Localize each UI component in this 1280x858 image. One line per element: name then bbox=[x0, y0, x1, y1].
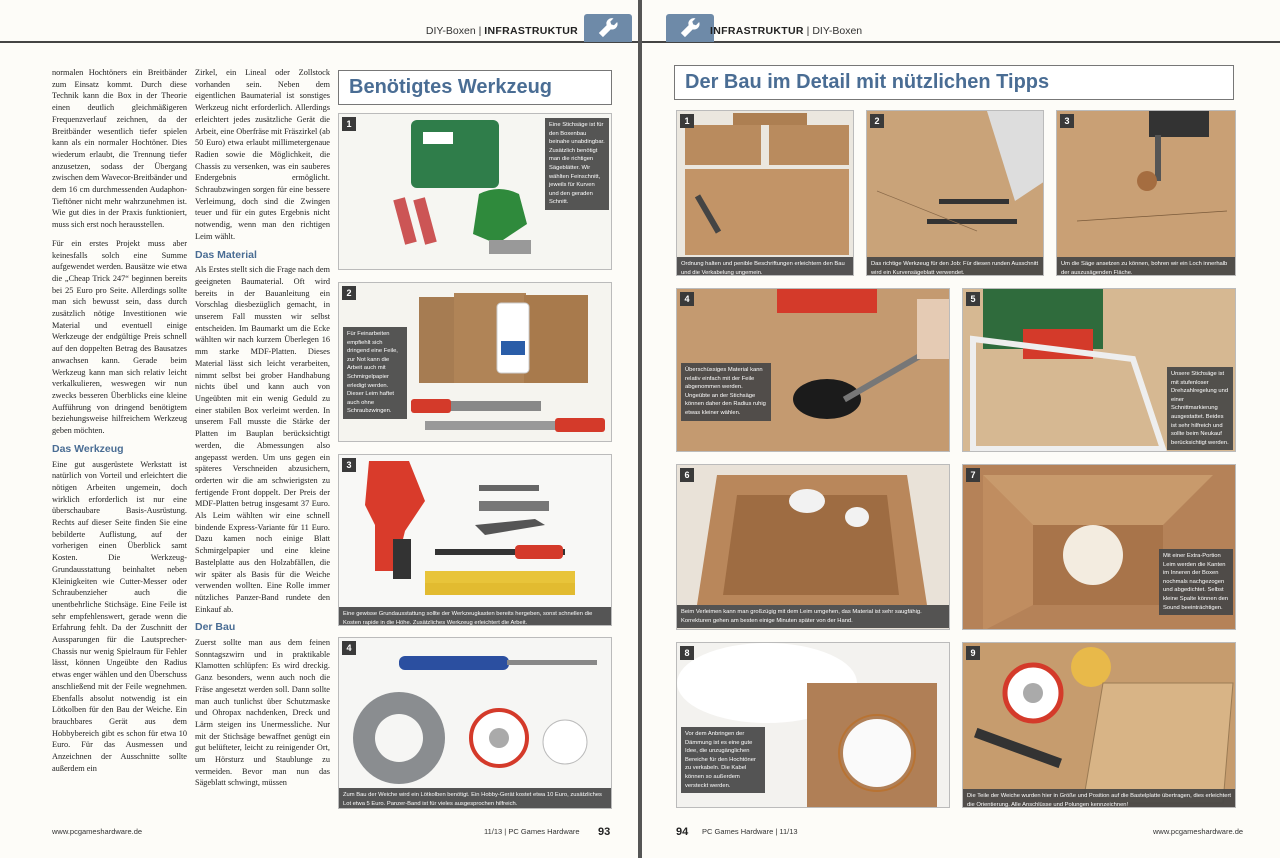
text-column-2 bbox=[195, 67, 330, 817]
panel-number: 1 bbox=[680, 114, 694, 128]
tool-panel-2 bbox=[338, 282, 612, 442]
footer-url: www.pcgameshardware.de bbox=[1153, 827, 1244, 836]
panel-caption: Eine gewisse Grundausstattung sollte der Werkzeugkasten bereits hergeben, sonst schnellen die Kosten rapide in die Höhe. Zusätzliches Werkzeug erleichtert die Arbeit. bbox=[339, 607, 611, 626]
panel-caption: Zum Bau der Weiche wird ein Lötkolben benötigt. Ein Hobby-Gerät kostet etwa 10 Euro, zusätzliches Lot etwa 5 Euro. Panzer-Band ist für vieles ausgesprochen hilfreich. bbox=[339, 788, 611, 809]
paragraph: Zuerst sollte man aus dem feinen Sonntagszwirn und in praktikable Klamotten schlüpfen: Es wird dreckig. Ganz besonders, wenn auch noch die Fräse angesetzt werden soll. Dann sollte man auch tunlichst über Schutzmaske und Ohropax nachdenken, Dreck und Lärm steigen ins Unermessliche. Nur mit der Stichsäge bewaffnet genügt ein gut belüfteter, leicht zu reinigender Ort, um Hörsturz und Staublunge zu vermeiden. Bevor man nun das Sägeblatt schwingt, müssen bbox=[195, 638, 330, 788]
running-head-section: DIY-Boxen bbox=[425, 25, 476, 37]
build-step-3 bbox=[1056, 110, 1236, 276]
panel-caption: Überschüssiges Material kann relativ einfach mit der Feile abgenommen werden. Ungeübte an der Stichsäge können daher den Radius ruhig etwas kleiner wählen. bbox=[681, 363, 771, 421]
panel-number: 5 bbox=[966, 292, 980, 306]
header-rule bbox=[642, 41, 1280, 43]
section-title: Benötigtes Werkzeug bbox=[338, 70, 612, 105]
toolkit-photo bbox=[339, 455, 612, 626]
build-step-6 bbox=[676, 464, 950, 630]
panel-number: 6 bbox=[680, 468, 694, 482]
page-number: 94 bbox=[676, 826, 689, 838]
subheading-bau: Der Bau bbox=[195, 621, 236, 634]
drilling-photo bbox=[1057, 111, 1236, 276]
footer-issue: PC Games Hardware | 11/13 bbox=[702, 827, 798, 836]
panel-number: 1 bbox=[342, 117, 356, 131]
panel-caption: Beim Verleimen kann man großzügig mit dem Leim umgehen, das Material ist sehr saugfähig. Korrekturen gehen am besten einige Minuten später von der Hand. bbox=[677, 605, 949, 628]
footer-url: www.pcgameshardware.de bbox=[52, 827, 143, 836]
section-title: Der Bau im Detail mit nützlichen Tipps bbox=[674, 65, 1234, 100]
paragraph: Als Erstes stellt sich die Frage nach dem geeigneten Baumaterial. Oft wird bereits in der Bauanleitung ein Vorschlag diesbezüglich gemacht, in unserem Fall mussten wir selbst entscheiden. Im Baumarkt um die Ecke wählten wir nach kurzem Überlegen 16 mm starke MDF-Platten. Dieses Material lässt sich leicht verarbeiten, nimmt selbst bei grober Handhabung nichts übel und kann auch von Ungeübten mit ein wenig Geduld zu einer stabilen Box verleimt werden. In unserem Fall musste die Stärke der Platten im Bauplan berücksichtigt werden, die Abmessungen also angepasst werden. Um uns gegen ein späteres Verschneiden abzusichern, orderten wir die am schwierigsten zu fertigende Front doppelt. Der Preis der MDF-Platten betrug insgesamt 37 Euro. Als Leim wählten wir eine schnell bindende Express-Variante für 11 Euro. Dazu kamen noch einige Blatt Schmirgelpapier und eine kleine Bastelplatte aus den Holzabfällen, die wir später als Basis für die Weiche verwenden wollten. Eine Rolle immer nützliches Panzer-Band rundete den Einkauf ab. bbox=[195, 265, 330, 614]
build-step-1 bbox=[676, 110, 854, 276]
panel-number: 4 bbox=[342, 641, 356, 655]
running-head bbox=[426, 25, 578, 37]
tool-panel-3 bbox=[338, 454, 612, 626]
panel-caption: Ordnung halten und penible Beschriftungen erleichtern den Bau und die Verkabelung ungemein. bbox=[677, 257, 853, 276]
subheading-werkzeug: Das Werkzeug bbox=[52, 442, 124, 455]
running-head bbox=[710, 25, 862, 37]
panel-caption: Für Feinarbeiten empfiehlt sich dringend eine Feile, zur Not kann die Arbeit auch mit Schmirgelpapier erledigt werden. Dieser Leim haftet auch ohne Schraubzwingen. bbox=[343, 327, 407, 419]
panel-number: 8 bbox=[680, 646, 694, 660]
panel-number: 3 bbox=[1060, 114, 1074, 128]
build-step-4 bbox=[676, 288, 950, 452]
saw-blades-photo bbox=[867, 111, 1044, 276]
paragraph: normalen Hochtöners ein Breitbänder zum Einsatz kommt. Durch diese Technik kann die Box in der Theorie einen deutlich gleichmäßigeren Frequenzverlauf zeichnen, da der Breitbänder wesentlich tiefer spielen kann als ein normaler Hochtöner. Dies wiederum erlaubt, die Trennung tiefer anzusetzen, sodass der Übergang zwischen dem Wavecor-Breitbänder und dem 16 cm durchmessenden Audaphon-Tieftöner nicht mehr wahrzunehmen ist. Wie gut dies in der Praxis funktioniert, muss sich erst noch herausstellen. bbox=[52, 68, 187, 230]
subheading-material: Das Material bbox=[195, 248, 257, 261]
panel-caption: Eine Stichsäge ist für den Boxenbau beinahe unabdingbar. Zusätzlich benötigt man die richtigen Sägeblätter. Wir wählten Feinschnitt, jeweils für Kurven und den geraden Schnitt. bbox=[545, 118, 609, 210]
footer-issue: 11/13 | PC Games Hardware bbox=[484, 827, 580, 836]
build-step-5 bbox=[962, 288, 1236, 452]
panel-number: 9 bbox=[966, 646, 980, 660]
crossover-board-photo bbox=[963, 643, 1236, 808]
wrench-icon bbox=[666, 14, 714, 42]
panel-number: 2 bbox=[342, 286, 356, 300]
panel-caption: Die Teile der Weiche wurden hier in Größe und Position auf die Bastelplatte übertragen, dies erleichtert die Orientierung. Alle Anschlüsse und Polungen kennzeichnen! bbox=[963, 789, 1235, 808]
panel-number: 2 bbox=[870, 114, 884, 128]
panel-caption: Vor dem Anbringen der Dämmung ist es eine gute Idee, die unzugänglichen Bereiche für den Hochtöner zu verkabeln. Die Kabel können so außerdem versteckt werden. bbox=[681, 727, 765, 793]
running-head-section: DIY-Boxen bbox=[812, 25, 863, 37]
panel-caption: Unsere Stichsäge ist mit stufenloser Drehzahlregelung und einer Schnittmarkierung ausgestattet. Beides ist sehr hilfreich und sollte beim Neukauf berücksichtigt werden. bbox=[1167, 367, 1233, 450]
paragraph: Für ein erstes Projekt muss aber keinesfalls solch eine Summe aufgewendet werden. Bausätze wie etwa die „Cheap Trick 247“ beginnen bereits bei 25 Euro pro Seite. Allerdings sollte man sich bewusst sein, dass durch zusätzlich nötige Investitionen wie Material und eventuell einige Werkzeuge der endgültige Preis schnell auf den doppelten Betrag des Bausatzes anwachsen kann. Gerade beim Werkzeug kann man sich relativ leicht verkalkulieren, weswegen wir nun zwecks besseren Überblicks eine kleine Aufführung von dringend benötigtem beziehungsweise hilfreichem Werkzeug geben möchten. bbox=[52, 238, 187, 436]
panel-number: 7 bbox=[966, 468, 980, 482]
right-page bbox=[642, 0, 1280, 858]
mdf-boards-photo bbox=[677, 111, 854, 276]
tool-panel-4 bbox=[338, 637, 612, 809]
text-column-1 bbox=[52, 67, 187, 817]
build-step-9 bbox=[962, 642, 1236, 808]
soldering-photo bbox=[339, 638, 612, 809]
running-head-separator: | bbox=[806, 25, 810, 37]
left-page bbox=[0, 0, 638, 858]
running-head-separator: | bbox=[478, 25, 482, 37]
running-head-topic: INFRASTRUKTUR bbox=[710, 25, 804, 37]
paragraph: Eine gut ausgerüstete Werkstatt ist natürlich von Vorteil und erleichtert die nötigen Arbeiten ungemein, doch wirklich erforderlich ist nur eine überschaubare Basis-Ausrüstung. Rechts auf dieser Seite finden Sie eine bebilderte Auflistung, auf der vorherigen einen Überblick samt Kosten. Die Werkzeug-Grundausstattung beinhaltet neben Kleinigkeiten wie Cutter-Messer oder Schraubenzieher auch die unentbehrliche Stichsäge. Eine Feile ist sehr empfehlenswert, gerade wenn die Erfahrung fehlt. Da der Zuschnitt der Aussparungen für die Lautsprecher-Chassis nur wenig Spielraum für Fehler lässt, können Ungeübte den Radius etwas enger wählen und den Überschuss anschließend mit der Feile wegnehmen. Ebenfalls absolut notwendig ist ein Lötkolben für den Bau der Weiche. Ein brauchbares Gerät aus dem Hobbybereich gibt es schon für etwa 10 Euro. Für das Ausmessen und Anzeichnen der Ausschnitte sollte außerdem ein bbox=[52, 459, 187, 773]
panel-number: 3 bbox=[342, 458, 356, 472]
build-step-7 bbox=[962, 464, 1236, 630]
build-step-8 bbox=[676, 642, 950, 808]
build-step-2 bbox=[866, 110, 1044, 276]
tool-panel-1 bbox=[338, 113, 612, 270]
panel-number: 4 bbox=[680, 292, 694, 306]
header-rule bbox=[0, 41, 638, 43]
panel-caption: Mit einer Extra-Portion Leim werden die Kanten im Inneren der Boxen nochmals nachgezogen und abgedichtet. Selbst kleine Spalte können den Sound beeinträchtigen. bbox=[1159, 549, 1233, 615]
wrench-icon bbox=[584, 14, 632, 42]
running-head-topic: INFRASTRUKTUR bbox=[484, 25, 578, 37]
panel-caption: Das richtige Werkzeug für den Job: Für diesen runden Ausschnitt wird ein Kurvensägeblatt verwendet. bbox=[867, 257, 1043, 276]
page-number: 93 bbox=[598, 826, 611, 838]
paragraph: Zirkel, ein Lineal oder Zollstock vorhanden sein. Neben dem eigentlichen Baumaterial ist sonstiges Werkzeug nicht erforderlich. Allerdings erleichtert jedes zusätzliche Gerät die Arbeit, eine Oberfräse mit Fräszirkel (ab 50 Euro) etwa erlaubt millimetergenaue Radien sowie die Möglichkeit, die Chassis zu versenken, was ein sauberes Endergebnis ermöglicht. Schraubzwingen sorgen für eine bessere Verleimung, doch sind die Zwingen teuer und für ein gutes Ergebnis nicht notwendig, wenn man den richtigen Leim wählt. bbox=[195, 68, 330, 241]
panel-caption: Um die Säge ansetzen zu können, bohren wir ein Loch innerhalb der auszusägenden Fläche. bbox=[1057, 257, 1235, 276]
